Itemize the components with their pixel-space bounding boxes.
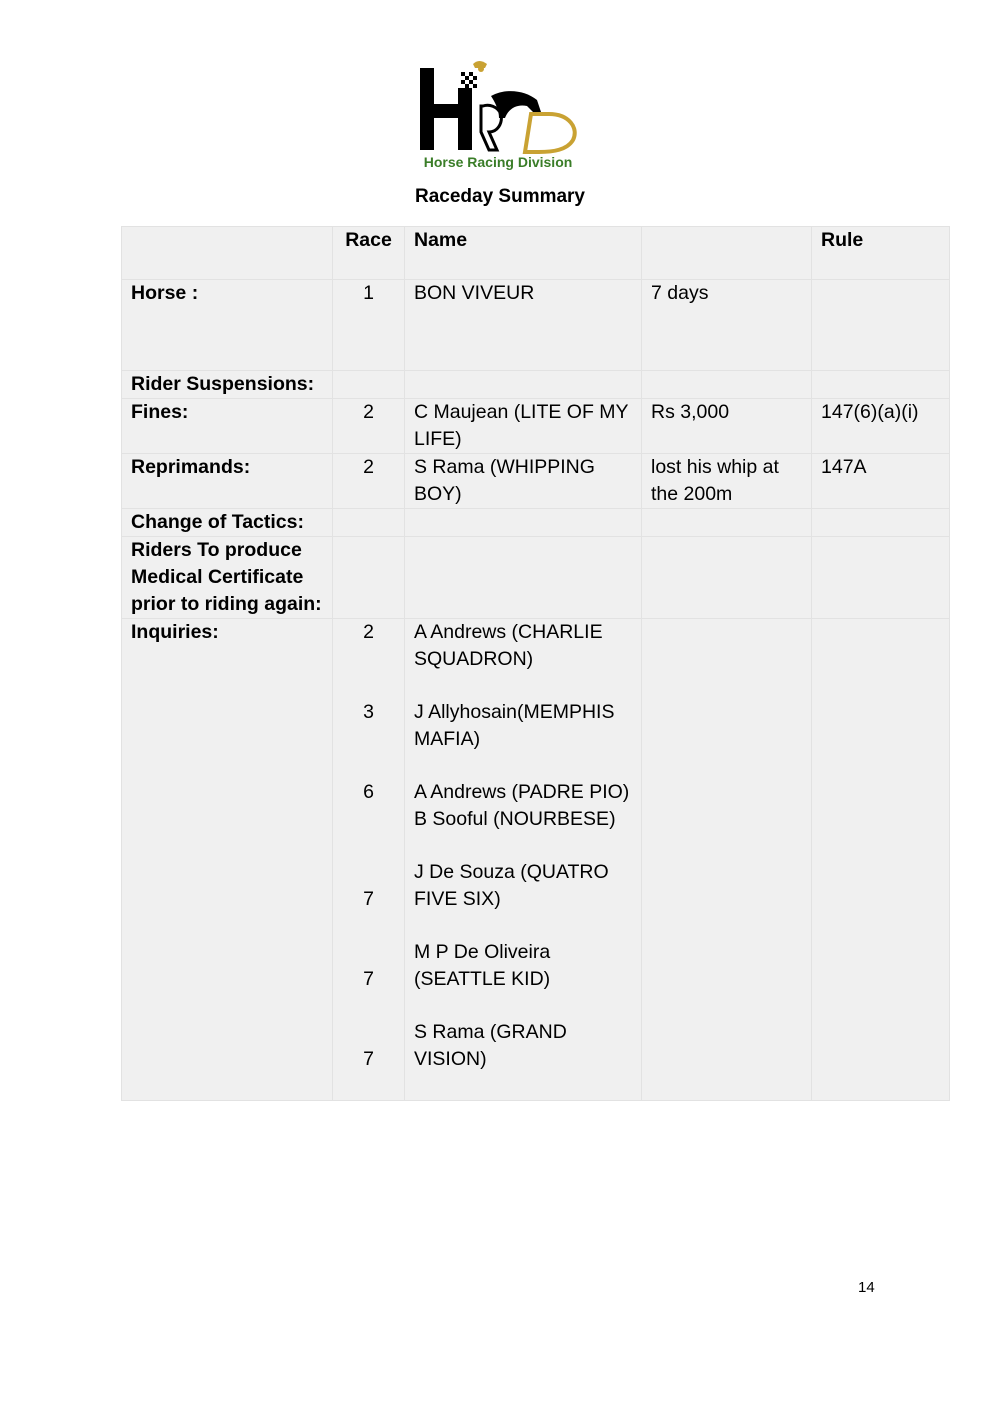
- inquiry-rider: A Andrews (CHARLIE SQUADRON): [414, 621, 603, 670]
- penalty-detail: [642, 509, 812, 537]
- penalty-detail: [642, 371, 812, 399]
- table-row-rider-suspensions: [122, 371, 950, 399]
- inquiry-rider: S Rama (GRAND VISION): [414, 1021, 567, 1070]
- header-cell-race: Race: [333, 227, 405, 280]
- inquiry-race: 6: [363, 781, 374, 803]
- header-cell-detail: [642, 227, 812, 280]
- table-row-horse: [122, 280, 950, 371]
- penalty-detail: lost his whip at the 200m: [642, 454, 812, 509]
- row-label: Fines:: [122, 399, 333, 454]
- inquiry-rider: B Sooful (NOURBESE): [414, 808, 616, 830]
- rule-reference: [812, 537, 950, 619]
- penalty-detail: 7 days: [642, 280, 812, 371]
- inquiry-names: [405, 619, 642, 1101]
- inquiry-rider: J Allyhosain(MEMPHIS MAFIA): [414, 701, 615, 750]
- inquiry-race: 7: [363, 1048, 374, 1070]
- row-label: Rider Suspensions:: [122, 371, 333, 399]
- rider-name: [405, 371, 642, 399]
- inquiry-race: 3: [363, 701, 374, 723]
- rider-name: [405, 537, 642, 619]
- rule-reference: [812, 280, 950, 371]
- row-label: Reprimands:: [122, 454, 333, 509]
- header-cell-rule: Rule: [812, 227, 950, 280]
- race-number: [333, 537, 405, 619]
- table-row-change-of-tactics: [122, 509, 950, 537]
- penalty-detail: [642, 619, 812, 1101]
- penalty-detail: [642, 537, 812, 619]
- table-row-medical-certificate: [122, 537, 950, 619]
- inquiry-race-numbers: [333, 619, 405, 1101]
- header-cell-empty: [122, 227, 333, 280]
- raceday-summary-table: [121, 226, 950, 1101]
- table-row-inquiries: [122, 619, 950, 1101]
- inquiry-race: 2: [363, 621, 374, 643]
- rider-name: [405, 509, 642, 537]
- inquiry-rider: J De Souza (QUATRO FIVE SIX): [414, 861, 609, 910]
- race-number: 2: [333, 454, 405, 509]
- logo-caption: Horse Racing Division: [423, 154, 573, 170]
- row-label: Inquiries:: [122, 619, 333, 1101]
- table-header-row: [122, 227, 950, 280]
- race-number: [333, 509, 405, 537]
- row-label: Horse :: [122, 280, 333, 371]
- row-label: Riders To produce Medical Certificate prior to riding again:: [122, 537, 333, 619]
- table-row-fines: [122, 399, 950, 454]
- rule-reference: 147(6)(a)(i): [812, 399, 950, 454]
- inquiry-rider: A Andrews (PADRE PIO): [414, 781, 630, 803]
- row-label: Change of Tactics:: [122, 509, 333, 537]
- rule-reference: 147A: [812, 454, 950, 509]
- rider-name: S Rama (WHIPPING BOY): [405, 454, 642, 509]
- inquiry-rider: M P De Oliveira (SEATTLE KID): [414, 941, 551, 990]
- rule-reference: [812, 619, 950, 1101]
- inquiry-race: 7: [363, 968, 374, 990]
- race-number: 1: [333, 280, 405, 371]
- inquiry-race: 7: [363, 888, 374, 910]
- horse-name: BON VIVEUR: [405, 280, 642, 371]
- page-number: 14: [858, 1279, 875, 1296]
- penalty-detail: Rs 3,000: [642, 399, 812, 454]
- rule-reference: [812, 509, 950, 537]
- table-row-reprimands: [122, 454, 950, 509]
- rider-name: C Maujean (LITE OF MY LIFE): [405, 399, 642, 454]
- page-title: Raceday Summary: [414, 186, 586, 207]
- header-cell-name: Name: [405, 227, 642, 280]
- rule-reference: [812, 371, 950, 399]
- race-number: [333, 371, 405, 399]
- race-number: 2: [333, 399, 405, 454]
